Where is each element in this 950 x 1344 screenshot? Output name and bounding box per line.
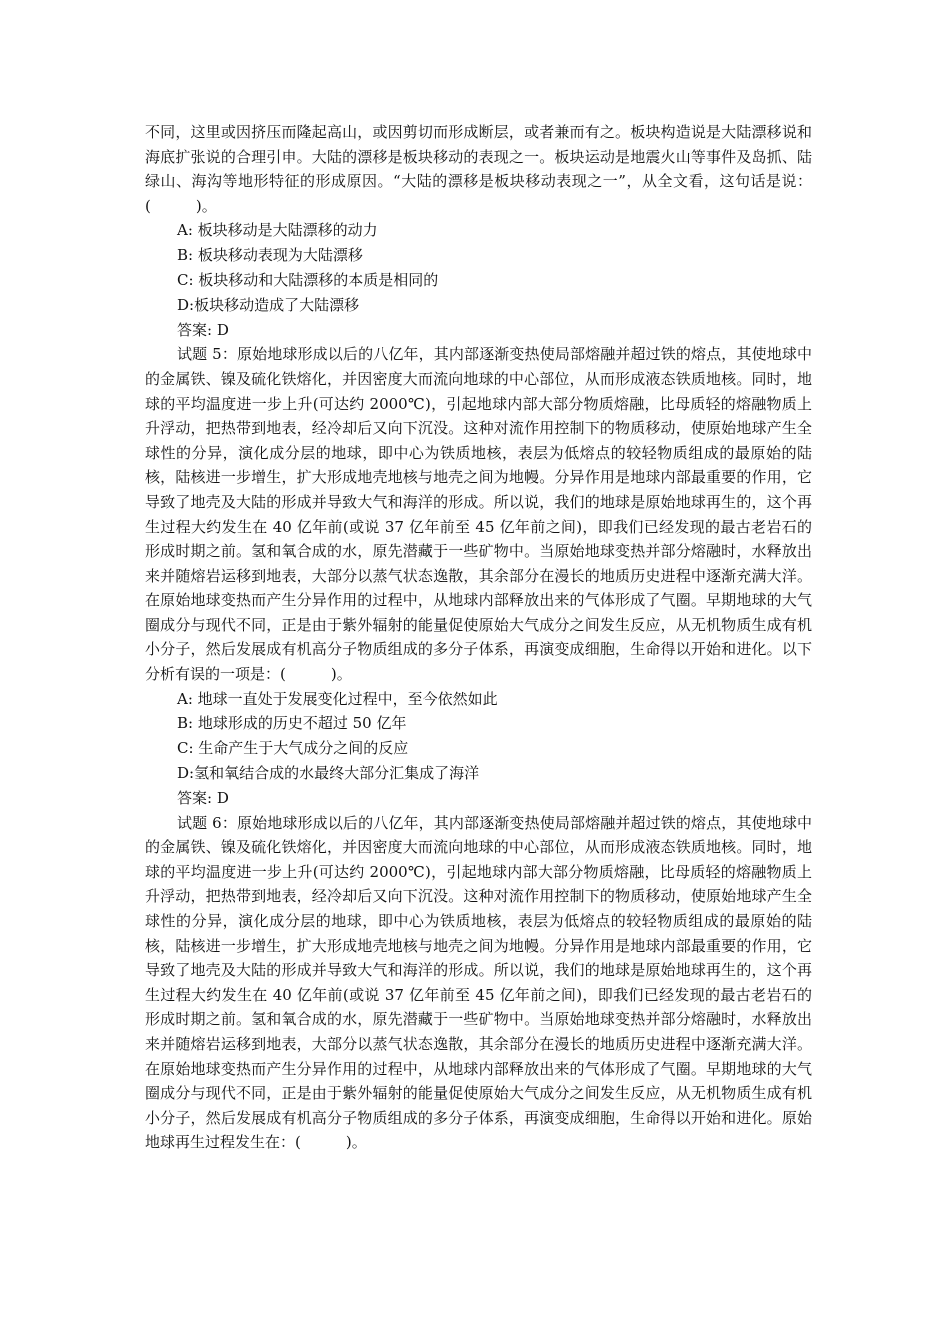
question-4-answer: 答案: D	[177, 320, 229, 339]
question-5-option-a: A: 地球一直处于发展变化过程中，至今依然如此	[177, 689, 498, 708]
question-5-option-c: C: 生命产生于大气成分之间的反应	[177, 739, 409, 758]
question-6-passage: 试题 6：原始地球形成以后的八亿年，其内部逐渐变热使局部熔融并超过铁的熔点，其使地球中的金属铁、镍及硫化铁熔化，并因密度大而流向地球的中心部位，从而形成液态铁质地核。同时，地球的平均温度进一步上升(可达约 2000℃)，引起地球内部大部分物质熔融，比母质轻的熔融物质上升浮动，把热带到地表，经冷却后又向下沉没。这种对流作用控制下的物质移动，使原始地球产生全球性的分异，演化成分层的地球，即中心为铁质地核，表层为低熔点的较轻物质组成的最原始的陆核，陆核进一步增生，扩大形成地壳地核与地壳之间为地幔。分异作用是地球内部最重要的作用，它导致了地壳及大陆的形成并导致大气和海洋的形成。所以说，我们的地球是原始地球再生的，这个再生过程大约发生在 40 亿年前(或说 37 亿年前至 45 亿年前之间)，即我们已经发现的最古老岩石的形成时期之前。氢和氧合成的水，原先潜藏于一些矿物中。当原始地球变热并部分熔融时，水释放出来并随熔岩运移到地表，大部分以蒸气状态逸散，其余部分在漫长的地质历史进程中逐渐充满大洋。在原始地球变热而产生分异作用的过程中，从地球内部释放出来的气体形成了气圈。早期地球的大气圈成分与现代不同，正是由于紫外辐射的能量促使原始大气成分之间发生反应，从无机物质生成有机小分子，然后发展成有机高分子物质组成的多分子体系，再演变成细胞，生命得以开始和进化。原始地球再生过程发生在：( )。	[145, 813, 812, 1152]
question-4-option-a: A: 板块移动是大陆漂移的动力	[177, 221, 378, 240]
question-4-option-d: D:板块移动造成了大陆漂移	[177, 295, 360, 314]
question-4-passage: 不同，这里或因挤压而隆起高山，或因剪切而形成断层，或者兼而有之。板块构造说是大陆漂移说和海底扩张说的合理引申。大陆的漂移是板块移动的表现之一。板块运动是地震火山等事件及岛抓、陆绿山、海沟等地形特征的形成原因。“大陆的漂移是板块移动表现之一”，从全文看，这句话是说：( )。	[145, 123, 812, 215]
question-5-option-b: B: 地球形成的历史不超过 50 亿年	[177, 714, 407, 733]
document-page	[145, 120, 812, 1155]
question-5-passage: 试题 5：原始地球形成以后的八亿年，其内部逐渐变热使局部熔融并超过铁的熔点，其使地球中的金属铁、镍及硫化铁熔化，并因密度大而流向地球的中心部位，从而形成液态铁质地核。同时，地球的平均温度进一步上升(可达约 2000℃)，引起地球内部大部分物质熔融，比母质轻的熔融物质上升浮动，把热带到地表，经冷却后又向下沉没。这种对流作用控制下的物质移动，使原始地球产生全球性的分异，演化成分层的地球，即中心为铁质地核，表层为低熔点的较轻物质组成的最原始的陆核，陆核进一步增生，扩大形成地壳地核与地壳之间为地幔。分异作用是地球内部最重要的作用，它导致了地壳及大陆的形成并导致大气和海洋的形成。所以说，我们的地球是原始地球再生的，这个再生过程大约发生在 40 亿年前(或说 37 亿年前至 45 亿年前之间)，即我们已经发现的最古老岩石的形成时期之前。氢和氧合成的水，原先潜藏于一些矿物中。当原始地球变热并部分熔融时，水释放出来并随熔岩运移到地表，大部分以蒸气状态逸散，其余部分在漫长的地质历史进程中逐渐充满大洋。在原始地球变热而产生分异作用的过程中，从地球内部释放出来的气体形成了气圈。早期地球的大气圈成分与现代不同，正是由于紫外辐射的能量促使原始大气成分之间发生反应，从无机物质生成有机小分子，然后发展成有机高分子物质组成的多分子体系，再演变成细胞，生命得以开始和进化。以下分析有误的一项是：( )。	[145, 345, 812, 684]
question-4-option-c: C: 板块移动和大陆漂移的本质是相同的	[177, 270, 439, 289]
question-5-option-d: D:氢和氧结合成的水最终大部分汇集成了海洋	[177, 764, 480, 783]
question-4-option-b: B: 板块移动表现为大陆漂移	[177, 246, 363, 265]
question-5-answer: 答案: D	[177, 788, 229, 807]
